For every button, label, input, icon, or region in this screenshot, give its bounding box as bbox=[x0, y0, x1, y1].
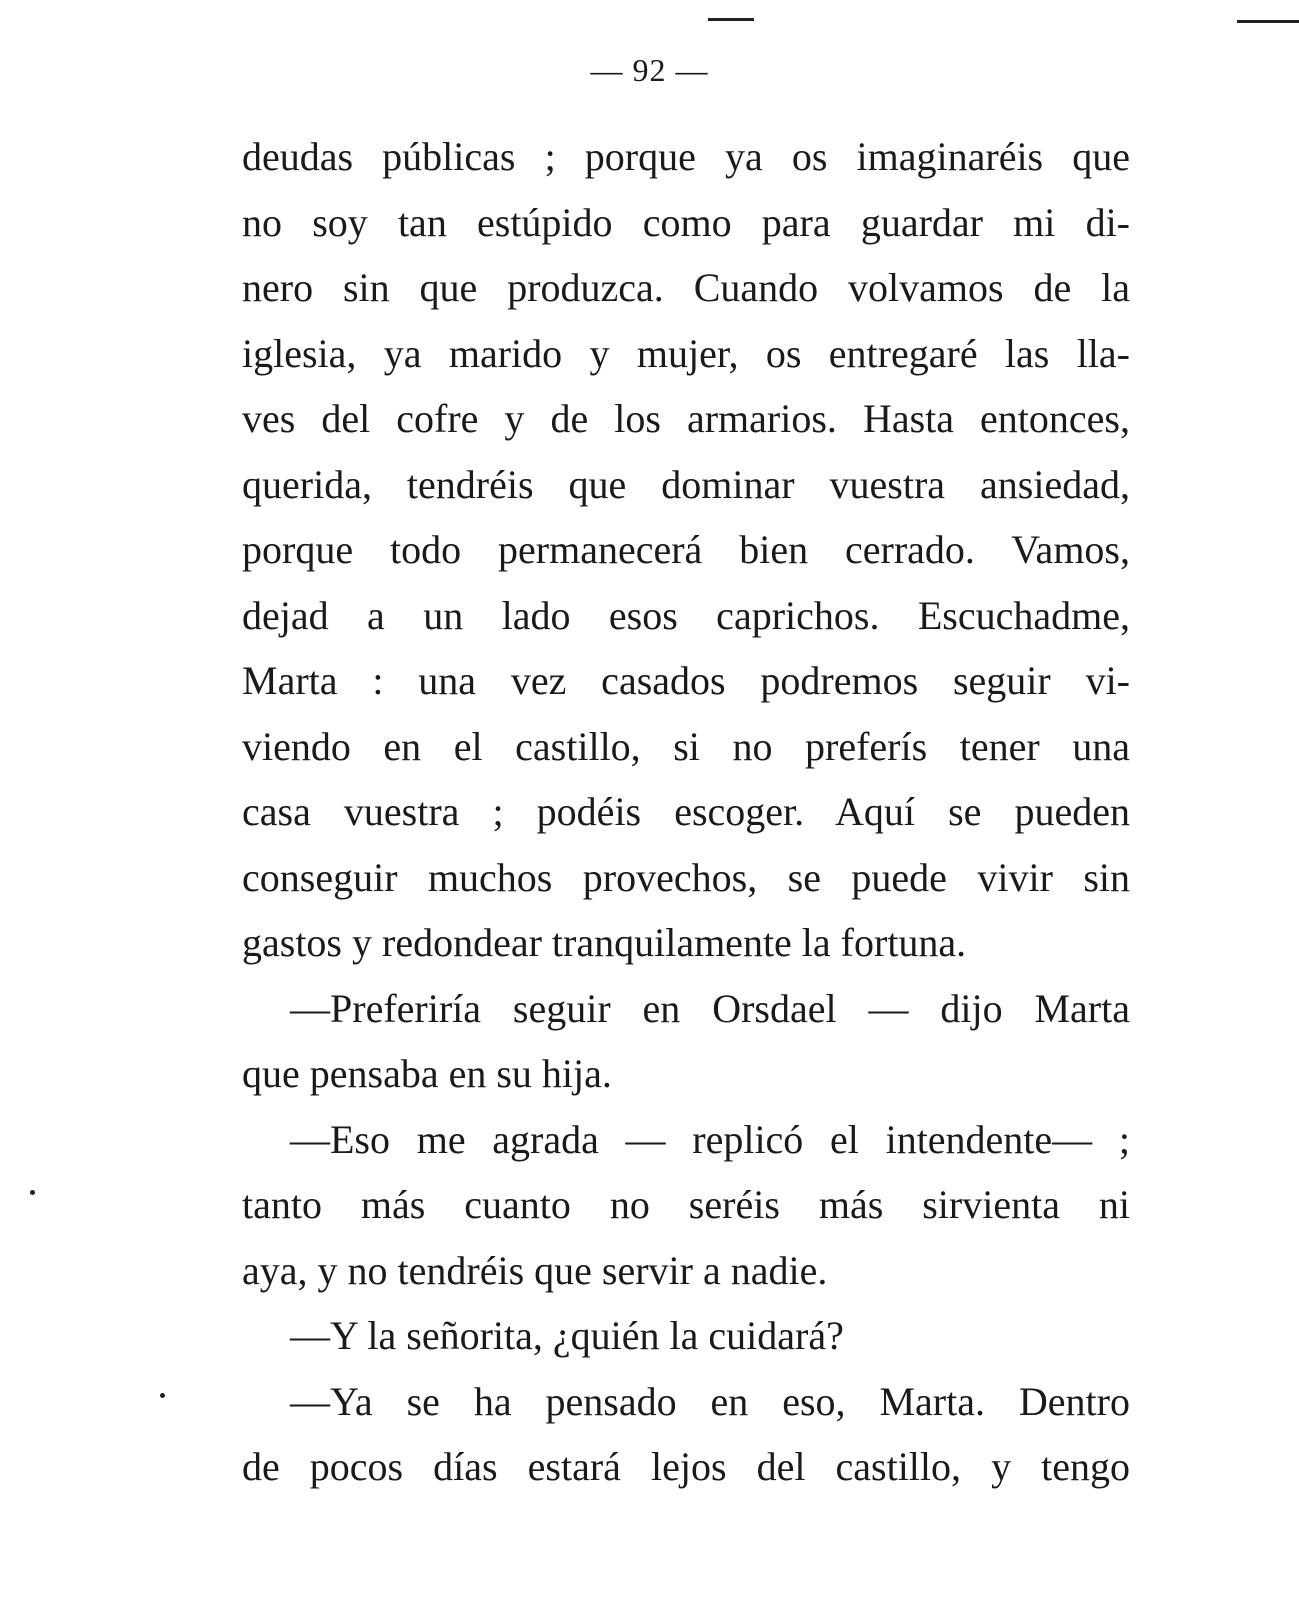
text-line: querida, tendréis que dominar vuestra ansiedad, bbox=[242, 461, 1130, 507]
text-line: que pensaba en su hija. bbox=[242, 1051, 612, 1096]
text-line: —Preferiría seguir en Orsdael — dijo Marta bbox=[290, 985, 1130, 1031]
text-line: nero sin que produzca. Cuando volvamos de la bbox=[242, 265, 1130, 310]
page-number: — 92 — bbox=[590, 52, 709, 88]
text-line: tanto más cuanto no seréis más sirvienta ni bbox=[242, 1182, 1130, 1227]
text-line: iglesia, ya marido y mujer, os entregaré las lla- bbox=[242, 330, 1130, 376]
body-text bbox=[242, 124, 1130, 1500]
ink-speck bbox=[160, 1393, 165, 1398]
header-rule bbox=[708, 18, 754, 21]
text-line: viendo en el castillo, si no preferís tener una bbox=[242, 723, 1130, 769]
text-line: aya, y no tendréis que servir a nadie. bbox=[242, 1247, 828, 1293]
text-line: —Eso me agrada — replicó el intendente— ; bbox=[290, 1116, 1130, 1162]
text-line: —Ya se ha pensado en eso, Marta. Dentro bbox=[290, 1378, 1130, 1424]
text-line: de pocos días estará lejos del castillo, y tengo bbox=[242, 1444, 1130, 1489]
text-line: —Y la señorita, ¿quién la cuidará? bbox=[290, 1313, 844, 1358]
ink-speck bbox=[30, 1190, 35, 1195]
text-line: ves del cofre y de los armarios. Hasta entonces, bbox=[242, 396, 1130, 441]
text-line: dejad a un lado esos caprichos. Escuchadme, bbox=[242, 592, 1130, 638]
text-line: no soy tan estúpido como para guardar mi di- bbox=[242, 199, 1130, 245]
text-line: casa vuestra ; podéis escoger. Aquí se pueden bbox=[242, 789, 1130, 834]
text-line: porque todo permanecerá bien cerrado. Vamos, bbox=[242, 527, 1130, 572]
text-line: gastos y redondear tranquilamente la fortuna. bbox=[242, 920, 967, 965]
text-line: conseguir muchos provechos, se puede vivir sin bbox=[242, 854, 1130, 900]
text-line: Marta : una vez casados podremos seguir vi- bbox=[242, 658, 1130, 703]
text-line: deudas públicas ; porque ya os imaginaréis que bbox=[242, 134, 1130, 179]
corner-rule bbox=[1237, 20, 1299, 23]
